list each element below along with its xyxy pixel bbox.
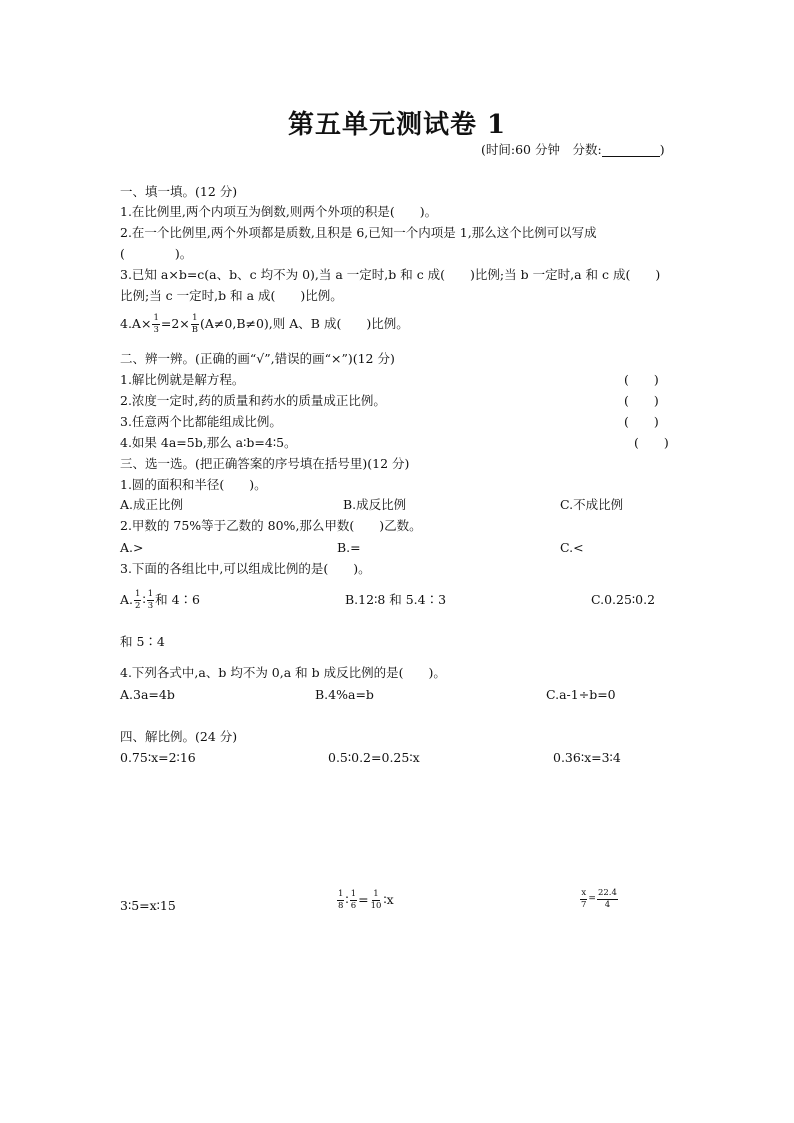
s1-q4-part2: =2× xyxy=(160,315,190,331)
s3-q2-option-a: A.> xyxy=(120,540,144,555)
fraction xyxy=(370,890,383,910)
fraction-denominator: 3 xyxy=(147,600,154,611)
s3-q1-option-b: B.成反比例 xyxy=(343,497,407,512)
s1-q4-part3: (A≠0,B≠0),则 A、B 成( )比例。 xyxy=(200,315,409,331)
s1-q2-line1: 2.在一个比例里,两个外项都是质数,且积是 6,已知一个内项是 1,那么这个比例可以写成 xyxy=(120,225,597,240)
s4-problem-6 xyxy=(579,889,619,909)
s2-item-mark[interactable]: ( ) xyxy=(624,393,659,408)
s4-problem-5 xyxy=(336,890,394,910)
fraction xyxy=(152,314,159,334)
time-score-prefix: (时间:60 分钟 分数: xyxy=(481,142,602,157)
fraction-denominator: 10 xyxy=(370,900,382,911)
ratio-colon: ∶ xyxy=(345,891,349,907)
fraction xyxy=(580,889,587,909)
fraction-denominator: 6 xyxy=(350,900,357,911)
fraction xyxy=(191,314,199,334)
fraction-numerator: 22.4 xyxy=(597,888,617,898)
fraction-numerator: 1 xyxy=(350,889,357,899)
fraction xyxy=(350,890,357,910)
s3-q2-option-b: B.= xyxy=(337,540,361,555)
fraction-numerator: 1 xyxy=(373,889,379,899)
s3-q4-option-a: A.3a=4b xyxy=(120,687,175,702)
s4-problem-4: 3∶5=x∶15 xyxy=(120,898,176,913)
fraction-denominator: 4 xyxy=(604,899,611,910)
s2-item-mark[interactable]: ( ) xyxy=(634,435,669,450)
s1-q4 xyxy=(120,314,409,334)
s2-item-text: 3.任意两个比都能组成比例。 xyxy=(120,414,282,429)
score-blank[interactable] xyxy=(602,145,660,157)
s3-q1-option-c: C.不成比例 xyxy=(560,497,624,512)
equals-sign: = xyxy=(358,891,369,907)
s3-q3-option-a xyxy=(120,590,200,610)
fraction-numerator: 1 xyxy=(147,589,154,599)
section2-heading: 二、辨一辨。(正确的画“√”,错误的画“×”)(12 分) xyxy=(120,351,395,366)
fraction-numerator: 1 xyxy=(135,589,141,599)
time-score-info xyxy=(481,144,665,157)
fraction-denominator: 7 xyxy=(581,899,587,910)
time-score-suffix: ) xyxy=(659,142,665,157)
fraction-denominator: 2 xyxy=(135,600,141,611)
fraction-numerator: 1 xyxy=(153,313,159,323)
s2-item-text: 4.如果 4a=5b,那么 a∶b=4∶5。 xyxy=(120,435,297,450)
ratio-colon: ∶ xyxy=(142,591,146,607)
ratio-tail: ∶x xyxy=(383,891,394,907)
option-a-suffix: 和 4∶6 xyxy=(155,591,201,607)
s4-problem-2: 0.5∶0.2=0.25∶x xyxy=(328,750,420,765)
fraction xyxy=(337,890,344,910)
fraction xyxy=(134,590,141,610)
s1-q1: 1.在比例里,两个内项互为倒数,则两个外项的积是( )。 xyxy=(120,204,438,219)
s1-q3-line1: 3.已知 a×b=c(a、b、c 均不为 0),当 a 一定时,b 和 c 成( )比例;当 b 一定时,a 和 c 成( ) xyxy=(120,267,661,282)
s4-problem-3: 0.36∶x=3∶4 xyxy=(553,750,621,765)
s2-item-text: 1.解比例就是解方程。 xyxy=(120,372,245,387)
s2-item-text: 2.浓度一定时,药的质量和药水的质量成正比例。 xyxy=(120,393,386,408)
section1-heading: 一、填一填。(12 分) xyxy=(120,184,238,199)
fraction xyxy=(147,590,154,610)
s4-problem-1: 0.75∶x=2∶16 xyxy=(120,750,196,765)
s3-q1-option-a: A.成正比例 xyxy=(120,497,184,512)
fraction-numerator: 1 xyxy=(192,313,198,323)
section3-heading: 三、选一选。(把正确答案的序号填在括号里)(12 分) xyxy=(120,456,410,471)
s3-q3-stem: 3.下面的各组比中,可以组成比例的是( )。 xyxy=(120,561,371,576)
section4-heading: 四、解比例。(24 分) xyxy=(120,729,238,744)
s3-q3-option-c: C.0.25∶0.2 xyxy=(591,592,656,607)
s1-q3-line2: 比例;当 c 一定时,b 和 a 成( )比例。 xyxy=(120,288,343,303)
fraction-denominator: 8 xyxy=(338,900,344,911)
s3-q3-option-b: B.12∶8 和 5.4∶3 xyxy=(345,592,447,607)
fraction-denominator: 3 xyxy=(153,324,159,335)
s3-q3-option-c-continued: 和 5∶4 xyxy=(120,634,165,649)
fraction-numerator: 1 xyxy=(338,889,344,899)
fraction-numerator: x xyxy=(581,888,587,898)
s2-item-mark[interactable]: ( ) xyxy=(624,372,659,387)
s2-item-mark[interactable]: ( ) xyxy=(624,414,659,429)
s1-q2-line2: ( )。 xyxy=(120,246,193,261)
s3-q2-stem: 2.甲数的 75%等于乙数的 80%,那么甲数( )乙数。 xyxy=(120,518,422,533)
s1-q4-part1: 4.A× xyxy=(120,315,152,331)
option-a-prefix: A. xyxy=(120,591,134,607)
s3-q4-option-b: B.4%a=b xyxy=(315,687,374,702)
fraction xyxy=(597,889,618,909)
page-title: 第五单元测试卷 1 xyxy=(288,110,507,140)
s3-q2-option-c: C.< xyxy=(560,540,584,555)
fraction-denominator: B xyxy=(191,324,199,335)
equals-sign: = xyxy=(588,893,596,904)
s3-q1-stem: 1.圆的面积和半径( )。 xyxy=(120,477,267,492)
s3-q4-stem: 4.下列各式中,a、b 均不为 0,a 和 b 成反比例的是( )。 xyxy=(120,665,446,680)
s3-q4-option-c: C.a-1÷b=0 xyxy=(546,687,616,702)
